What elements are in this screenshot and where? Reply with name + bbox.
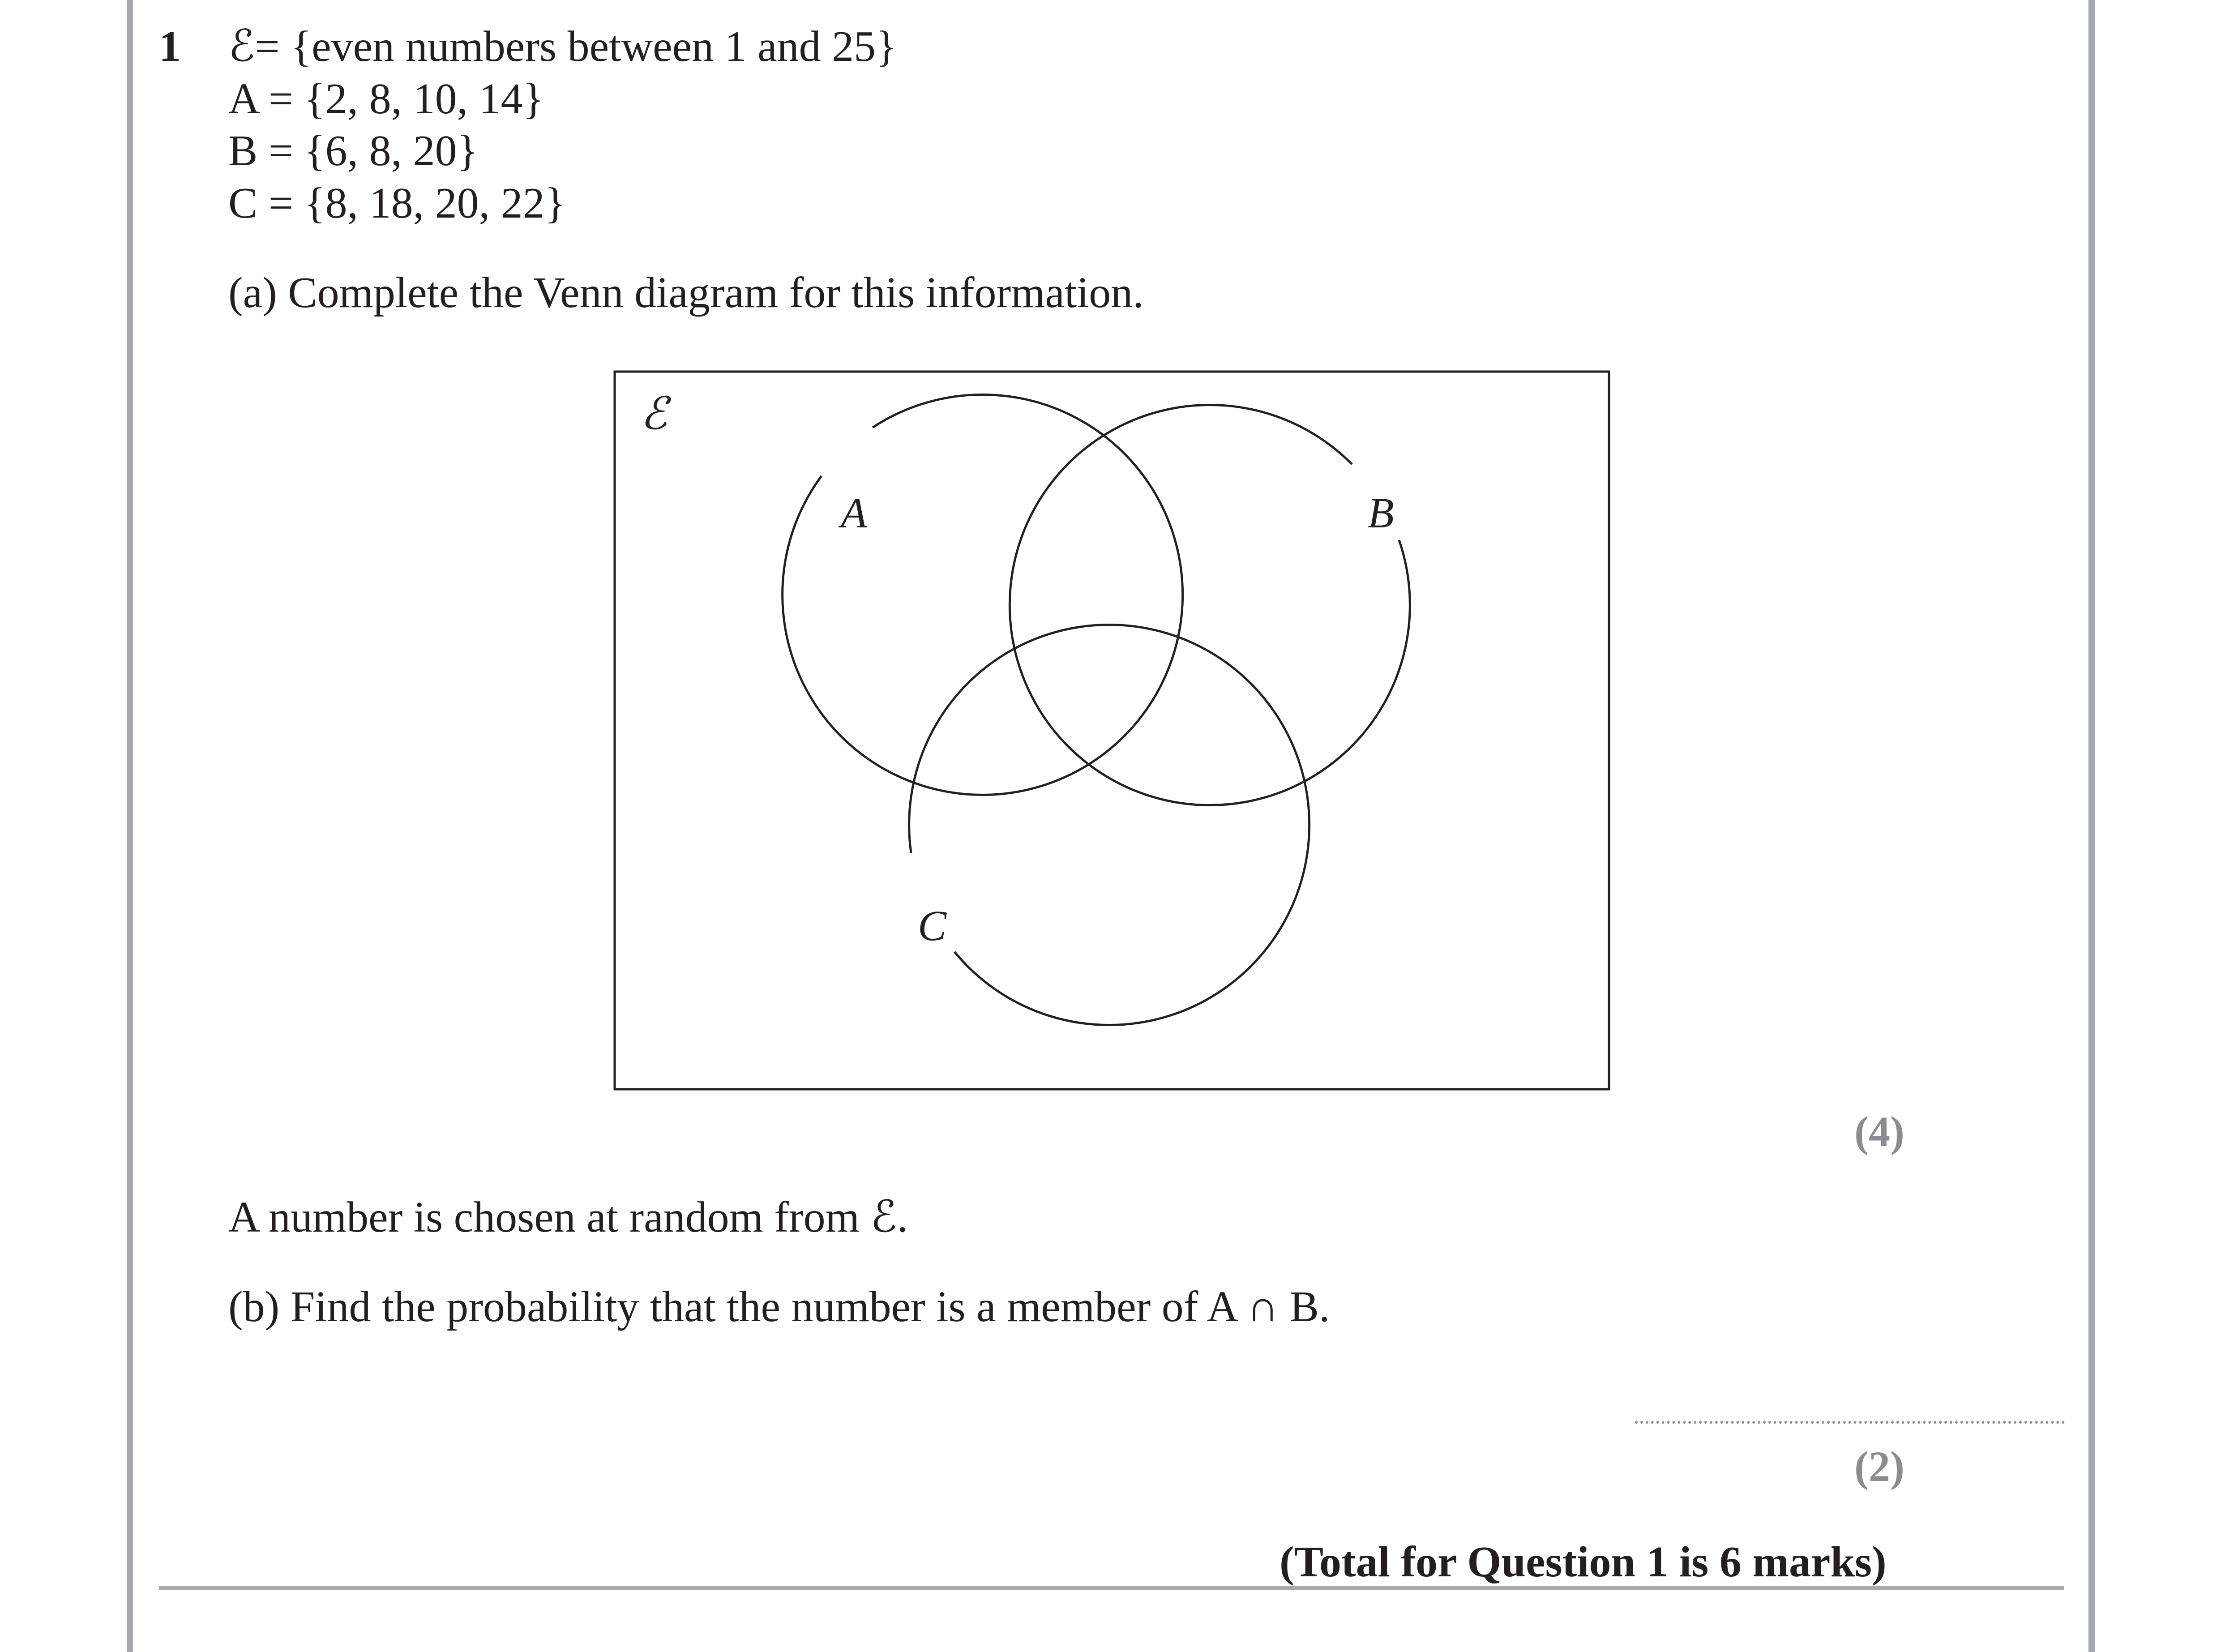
part-a-prompt: (a) Complete the Venn diagram for this information. <box>228 269 1144 317</box>
question-number: 1 <box>159 22 181 71</box>
question-divider <box>159 1586 2064 1590</box>
circle-a[interactable] <box>783 394 1183 795</box>
set-a-definition: A = {2, 8, 10, 14} <box>228 75 544 123</box>
circle-c[interactable] <box>909 625 1309 1025</box>
set-b-definition: B = {6, 8, 20} <box>228 127 478 175</box>
universal-set-definition: ℰ= {even numbers between 1 and 25} <box>228 22 897 71</box>
part-b-intro: A number is chosen at random from ℰ. <box>228 1193 908 1241</box>
answer-line[interactable] <box>1635 1421 2065 1424</box>
venn-universal-label: ℰ <box>640 389 668 439</box>
venn-label-a: A <box>841 489 867 537</box>
question-total: (Total for Question 1 is 6 marks) <box>1280 1538 1887 1586</box>
venn-label-b: B <box>1368 489 1394 537</box>
universal-set-box[interactable] <box>615 372 1609 1089</box>
part-b-prompt: (b) Find the probability that the number is a member of A ∩ B. <box>228 1283 1330 1331</box>
venn-label-c: C <box>918 902 947 950</box>
circle-b[interactable] <box>1010 405 1410 805</box>
part-a-marks: (4) <box>1854 1108 1904 1156</box>
set-c-definition: C = {8, 18, 20, 22} <box>228 179 566 227</box>
part-b-marks: (2) <box>1854 1442 1904 1490</box>
